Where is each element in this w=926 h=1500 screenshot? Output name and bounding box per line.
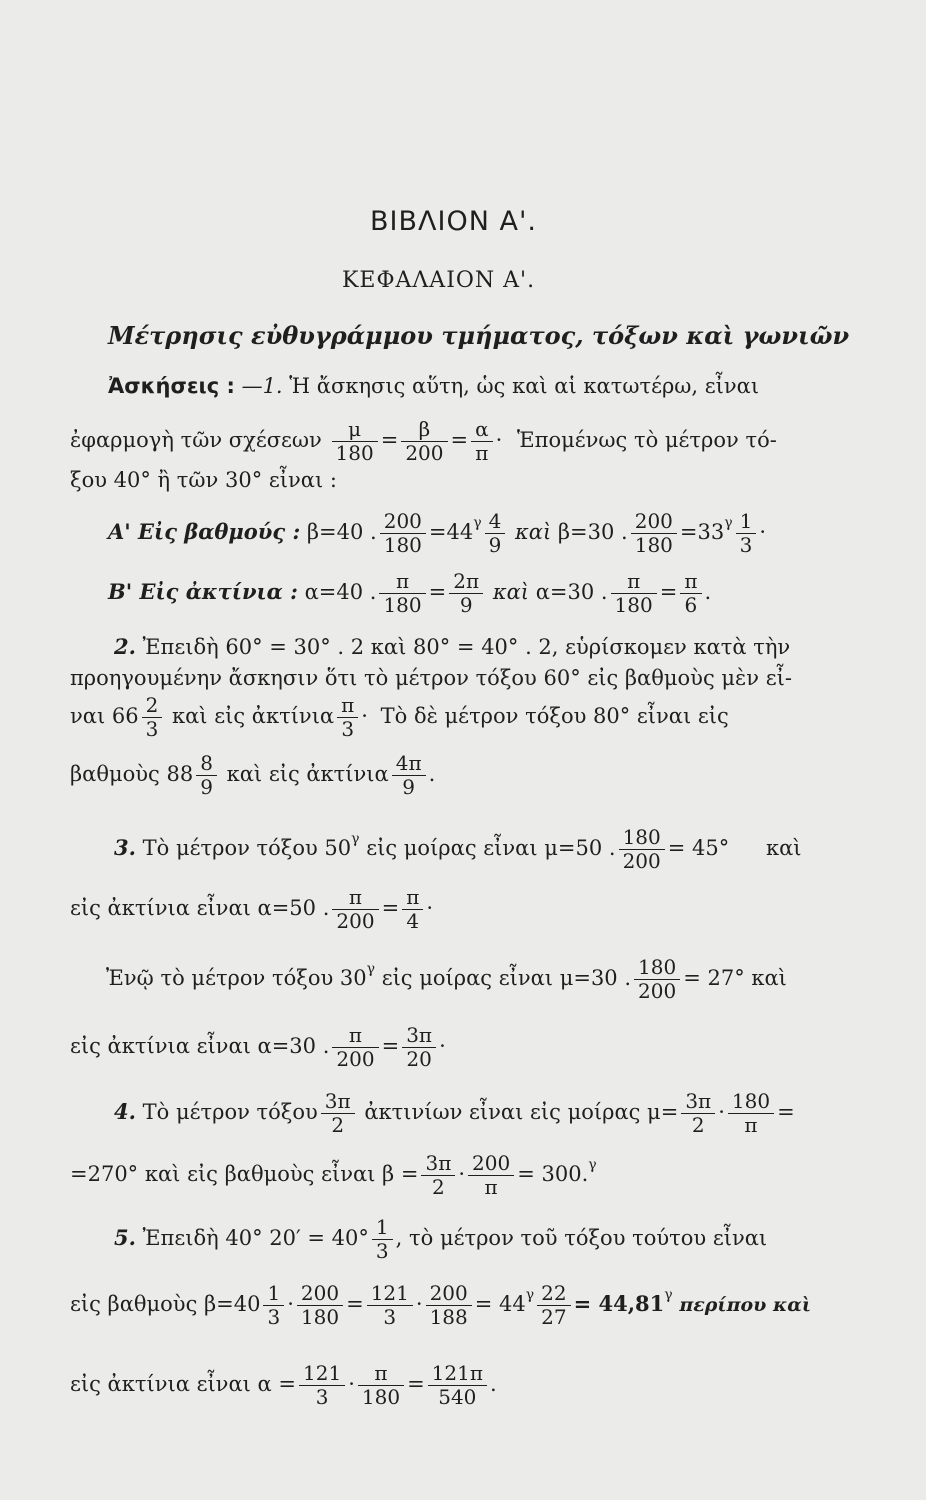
intro-line-1 [108,376,759,397]
fraction: $\frac{200}{180}$ [631,510,677,557]
ex4-line-2: =270° καὶ εἰς βαθμοὺς εἶναι β = $\frac{3\pi}{2}$ · $\frac{200}{\pi}$ = 300.$^\gamma$ [70,1151,597,1199]
fraction: $\frac{200}{\pi}$ [468,1152,514,1199]
fraction: $\frac{\pi}{180}$ [358,1362,404,1409]
fraction: $\frac{200}{180}$ [380,510,426,557]
book-title: ΒΙΒΛΙΟΝ Α'. [370,206,537,237]
part-b-line: Β' Εἰς ἀκτίνια : α=40 . $\frac{\pi}{180}$ = $\frac{2\pi}{9}$ καὶ α=30 . $\frac{\pi}{180}$ = $\frac{\pi}{6}$ . [108,569,712,617]
fraction: $\frac{4}{9}$ [485,510,506,557]
fraction: $\frac{\mu}{180}$ [332,418,378,465]
part-a-label: Α' Εἰς βαθμούς : [108,519,301,544]
ex3-line-4: εἰς ἀκτίνια εἶναι α=30 . $\frac{\pi}{200}$ = $\frac{3\pi}{20}$ · [70,1023,446,1071]
fraction: $\frac{121\pi}{540}$ [428,1362,487,1409]
fraction: $\frac{\pi}{4}$ [402,886,423,933]
exercises-label: Ἀσκήσεις : [108,374,235,398]
fraction: $\frac{8}{9}$ [196,752,217,799]
ex2-line-3: ναι 66 $\frac{2}{3}$ καὶ εἰς ἀκτίνια $\frac{\pi}{3}$ · Τὸ δὲ μέτρον τόξου 80° εἶναι εἰς [70,693,729,741]
part-b-label: Β' Εἰς ἀκτίνια : [108,579,298,604]
fraction: $\frac{1}{3}$ [736,510,757,557]
fraction: $\frac{\pi}{6}$ [680,570,701,617]
fraction: $\frac{180}{200}$ [634,956,680,1003]
ex3-line-3: Ἐνῷ τὸ μέτρον τόξου $30^\gamma$ εἰς μοίρας εἶναι μ=30 . $\frac{180}{200}$ = 27° καὶ [106,955,787,1003]
fraction: $\frac{3\pi}{20}$ [402,1024,436,1071]
fraction: $\frac{3\pi}{2}$ [321,1090,355,1137]
fraction: $\frac{\pi}{180}$ [611,570,657,617]
exercise-number: —1. [241,374,283,398]
intro-text: ἐφαρμογὴ τῶν σχέσεων [70,428,322,452]
ex2-line-4: βαθμοὺς 88 $\frac{8}{9}$ καὶ εἰς ἀκτίνια $\frac{4\pi}{9}$ . [70,751,436,799]
fraction: $\frac{3\pi}{2}$ [681,1090,715,1137]
chapter-title: ΚΕΦΑΛΑΙΟΝ Α'. [342,268,536,293]
ex3-line-1: 3. Τὸ μέτρον τόξου $50^\gamma$ εἰς μοίρας εἶναι μ=50 . $\frac{180}{200}$ = 45° καὶ [114,825,802,873]
fraction: $\frac{3\pi}{2}$ [421,1152,455,1199]
ex5-line-1: 5. Ἐπειδὴ 40° 20′ = 40° $\frac{1}{3}$ , τὸ μέτρον τοῦ τόξου τούτου εἶναι [114,1215,768,1263]
ex5-line-2: εἰς βαθμοὺς β=40 $\frac{1}{3}$ · $\frac{200}{180}$ = $\frac{121}{3}$ · $\frac{200}{188}$ = $44^\gamma$ $\frac{22}{27}$ = $44,81^\gamma$ περίπου καὶ [70,1281,812,1329]
fraction: $\frac{4\pi}{9}$ [392,752,426,799]
ex3-line-2: εἰς ἀκτίνια εἶναι α=50 . $\frac{\pi}{200}$ = $\frac{\pi}{4}$ · [70,885,434,933]
part-a-line: Α' Εἰς βαθμούς : β=40 . $\frac{200}{180}$ $=44^\gamma$ $\frac{4}{9}$ καὶ β=30 . $\frac{200}{180}$ $=33^\gamma$ $\frac{1}{3}$ · [108,509,767,557]
fraction: $\frac{180}{\pi}$ [728,1090,774,1137]
fraction: $\frac{1}{3}$ [263,1282,284,1329]
fraction: $\frac{2}{3}$ [142,694,163,741]
fraction: $\frac{1}{3}$ [372,1216,393,1263]
intro-line-2: ἐφαρμογὴ τῶν σχέσεων $\frac{\mu}{180}$ = $\frac{\beta}{200}$ = $\frac{\alpha}{\pi}$ · Ἑπομένως τὸ μέτρον τό- [70,417,777,465]
fraction: $\frac{\pi}{200}$ [332,886,378,933]
fraction: $\frac{22}{27}$ [537,1282,570,1329]
intro-text: Ἑπομένως τὸ μέτρον τό- [516,428,777,452]
fraction: $\frac{\alpha}{\pi}$ [471,418,493,465]
ex5-line-3: εἰς ἀκτίνια εἶναι α = $\frac{121}{3}$ · $\frac{\pi}{180}$ = $\frac{121\pi}{540}$ . [70,1361,497,1409]
fraction: $\frac{\pi}{3}$ [337,694,358,741]
fraction: $\frac{180}{200}$ [619,826,665,873]
fraction: $\frac{2\pi}{9}$ [449,570,483,617]
intro-line-3: ξου 40° ἢ τῶν 30° εἶναι : [70,468,337,492]
ex2-line-1: 2. Ἐπειδὴ 60° = 30° . 2 καὶ 80° = 40° . 2, εὑρίσκομεν κατὰ τὴν [114,634,791,659]
fraction: $\frac{\pi}{200}$ [332,1024,378,1071]
fraction: $\frac{200}{188}$ [426,1282,472,1329]
section-title: Μέτρησις εὐθυγράμμου τμήματος, τόξων καὶ γωνιῶν [108,321,850,350]
fraction: $\frac{\pi}{180}$ [379,570,425,617]
fraction: $\frac{\beta}{200}$ [401,418,447,465]
ex4-line-1: 4. Τὸ μέτρον τόξου $\frac{3\pi}{2}$ ἀκτινίων εἶναι εἰς μοίρας μ= $\frac{3\pi}{2}$ · $\frac{180}{\pi}$ = [114,1089,795,1137]
intro-text: Ἡ ἄσκησις αὕτη, ὡς καὶ αἱ κατωτέρω, εἶναι [289,374,760,398]
ex2-line-2: προηγουμένην ἄσκησιν ὅτι τὸ μέτρον τόξου 60° εἰς βαθμοὺς μὲν εἶ- [70,666,792,690]
fraction: $\frac{121}{3}$ [299,1362,345,1409]
fraction: $\frac{121}{3}$ [367,1282,413,1329]
fraction: $\frac{200}{180}$ [297,1282,343,1329]
